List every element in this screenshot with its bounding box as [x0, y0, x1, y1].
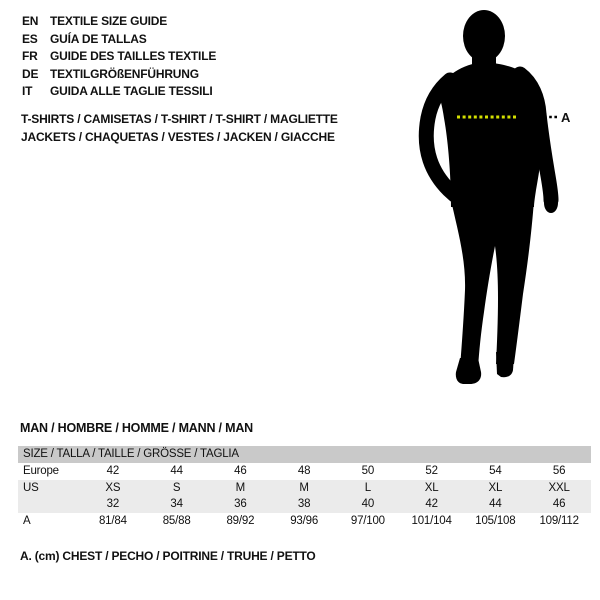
garment-categories	[21, 111, 338, 146]
silhouette-back-shoe	[496, 352, 514, 377]
size-cell: XL	[488, 481, 503, 494]
language-row-en	[22, 13, 216, 31]
size-cell: XL	[424, 481, 439, 494]
measure-label-a: A	[561, 110, 571, 125]
language-row-es	[22, 31, 216, 49]
size-cell: L	[364, 481, 371, 494]
row-label: US	[23, 481, 39, 494]
size-cell: 36	[234, 498, 247, 510]
size-cell: 44	[489, 498, 502, 510]
table-row	[18, 496, 591, 513]
size-cell: S	[172, 481, 181, 494]
size-cell: XS	[105, 481, 121, 494]
size-cell: 38	[297, 498, 311, 510]
language-row-fr	[22, 48, 216, 66]
table-row	[18, 463, 591, 480]
size-table-rows	[18, 463, 591, 529]
size-cell: 81/84	[98, 514, 127, 527]
row-label: A	[23, 514, 31, 527]
size-cell: 42	[425, 498, 438, 510]
category-line: JACKETS / CHAQUETAS / VESTES / JACKEN / GIACCHE	[21, 129, 335, 144]
size-cell: 97/100	[350, 514, 385, 527]
language-code: ES	[22, 31, 38, 46]
size-cell: 50	[361, 465, 375, 477]
size-cell: 46	[234, 465, 247, 477]
language-label: TEXTILE SIZE GUIDE	[50, 14, 168, 28]
size-table	[18, 446, 591, 529]
language-label: GUIDA ALLE TAGLIE TESSILI	[50, 84, 213, 98]
measurement-footnote: A. (cm) CHEST / PECHO / POITRINE / TRUHE / PETTO	[20, 549, 316, 563]
category-line: T-SHIRTS / CAMISETAS / T-SHIRT / T-SHIRT / MAGLIETTE	[21, 112, 338, 126]
size-cell: 34	[170, 498, 183, 510]
size-cell: M	[235, 481, 246, 494]
language-code: IT	[22, 84, 33, 98]
size-cell: 54	[489, 465, 502, 477]
language-code: DE	[22, 66, 39, 81]
language-label: TEXTILGRÖßENFÜHRUNG	[50, 66, 199, 81]
size-cell: 46	[552, 498, 566, 510]
row-label	[18, 496, 81, 513]
man-silhouette	[426, 10, 558, 384]
size-cell: 32	[106, 498, 120, 510]
size-cell: 93/96	[290, 514, 319, 527]
size-cell: 101/104	[411, 514, 452, 527]
size-cell: 40	[361, 498, 375, 510]
size-cell: 52	[425, 465, 438, 477]
silhouette-legs	[451, 200, 534, 368]
size-cell: M	[299, 481, 309, 494]
language-row-de	[22, 66, 216, 84]
man-silhouette-figure	[400, 0, 600, 410]
language-label: GUIDE DES TAILLES TEXTILE	[50, 49, 217, 63]
size-cell: 109/112	[539, 514, 579, 527]
size-cell: 48	[297, 465, 311, 477]
size-table-header: SIZE / TALLA / TAILLE / GRÖSSE / TAGLIA	[18, 446, 591, 463]
size-cell: 85/88	[162, 514, 191, 527]
row-label: Europe	[23, 465, 59, 477]
table-row	[18, 513, 591, 530]
size-cell: 56	[552, 465, 566, 477]
size-cell: 42	[106, 465, 120, 477]
language-legend	[22, 13, 216, 101]
silhouette-front-shoe	[456, 358, 481, 384]
language-code: EN	[22, 14, 39, 28]
size-cell: 105/108	[475, 514, 516, 527]
language-row-it	[22, 83, 216, 101]
table-row	[18, 480, 591, 497]
size-cell: 89/92	[226, 514, 255, 527]
silhouette-right-hand	[544, 193, 558, 213]
section-title-man: MAN / HOMBRE / HOMME / MANN / MAN	[20, 421, 253, 435]
size-cell: 44	[170, 465, 183, 477]
size-cell: XXL	[548, 481, 570, 494]
language-label: GUÍA DE TALLAS	[50, 31, 147, 46]
man-silhouette-svg	[400, 0, 600, 410]
language-code: FR	[22, 49, 38, 63]
